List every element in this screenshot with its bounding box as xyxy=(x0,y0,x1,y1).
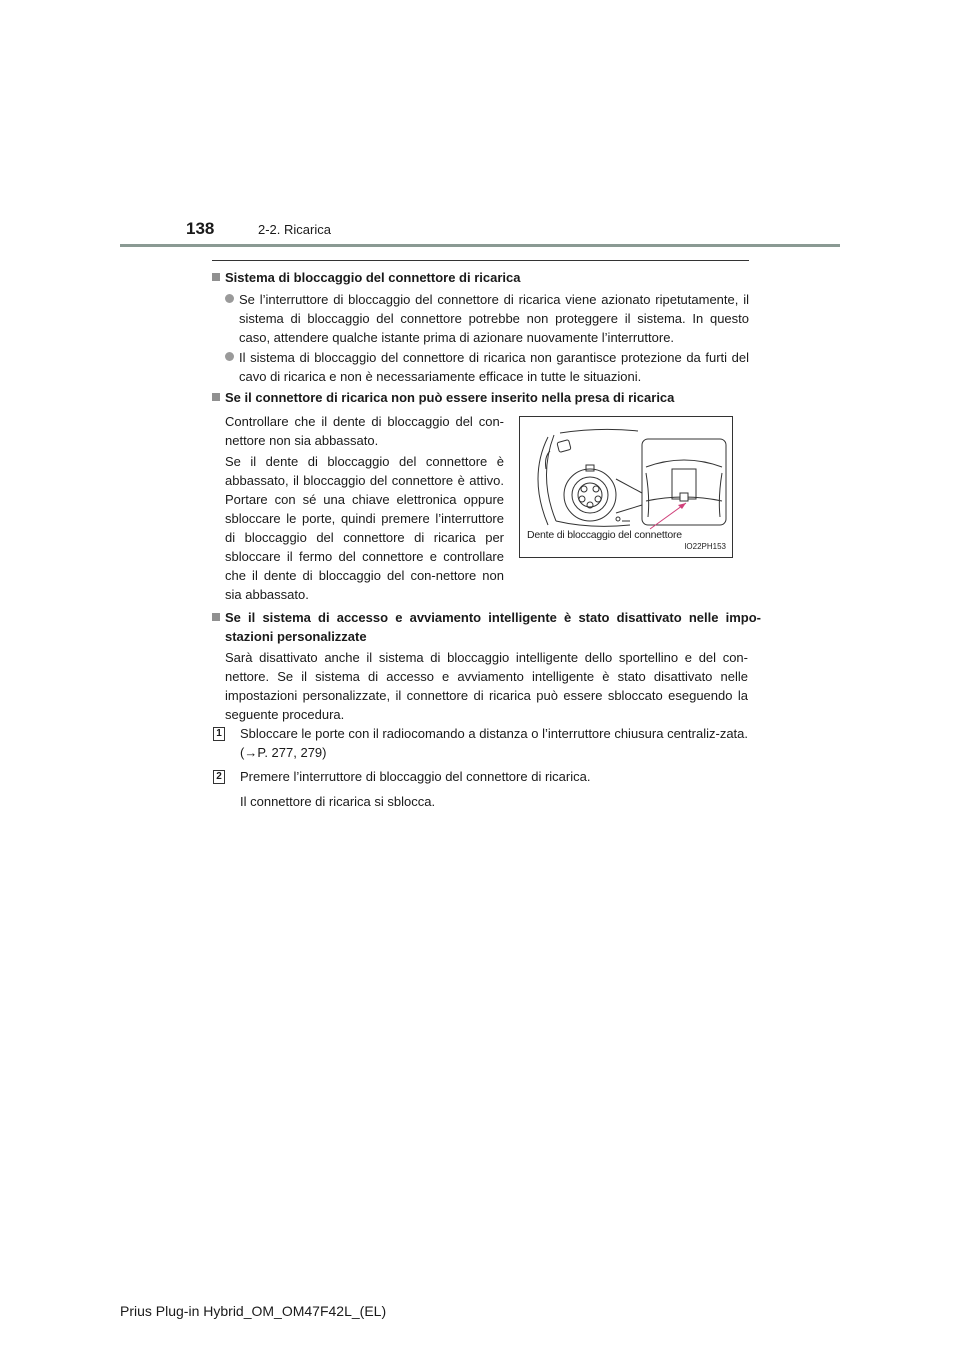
square-bullet-icon xyxy=(212,393,220,401)
paragraph: Controllare che il dente di bloccaggio del con-nettore non sia abbassato. xyxy=(225,414,504,448)
bullet-text: Il sistema di bloccaggio del connettore di ricarica non garantisce protezione da furti del cavo di ricarica e non è necessariamente efficace in tutte le situazioni. xyxy=(239,350,749,384)
section-heading xyxy=(212,388,674,407)
section-heading xyxy=(212,268,520,287)
square-bullet-icon xyxy=(212,273,220,281)
section-heading-text: Se il sistema di accesso e avviamento intelligente è stato disattivato nelle impo-stazioni personalizzate xyxy=(225,610,761,644)
section-heading-text: Se il connettore di ricarica non può essere inserito nella presa di ricarica xyxy=(225,390,675,405)
footer-document-id: Prius Plug-in Hybrid_OM_OM47F42L_(EL) xyxy=(120,1303,387,1319)
content-rule xyxy=(212,260,749,261)
bullet-text: Se l’interruttore di bloccaggio del connettore di ricarica viene azionato ripetutamente, il sistema di bloccaggio del connettore potrebbe non proteggere il sistema. In questo caso, attendere qualche istante prima di azionare nuovamente l’interruttore. xyxy=(239,292,749,345)
bullet-item xyxy=(225,348,749,386)
paragraph: Se il dente di bloccaggio del connettore è abbassato, il bloccaggio del connettore è attivo. Portare con sé una chiave elettronica oppure sbloccare le porte, quindi premere l’interruttore di bloccaggio del connettore di ricarica per sbloccare il fermo del connettore e controllare che il dente di bloccaggio del con-nettore non sia abbassato. xyxy=(225,454,504,602)
bullet-dot-icon xyxy=(225,294,234,303)
step-text: Premere l’interruttore di bloccaggio del connettore di ricarica. xyxy=(240,769,591,784)
step-result: Il connettore di ricarica si sblocca. xyxy=(240,794,436,809)
section-heading-text: Sistema di bloccaggio del connettore di ricarica xyxy=(225,270,521,285)
step-text: Sbloccare le porte con il radiocomando a distanza o l’interruttore chiusura centraliz-zata. (→P. 277, 279) xyxy=(240,726,748,760)
figure-code: IO22PH153 xyxy=(684,542,726,551)
header-rule xyxy=(120,244,840,247)
figure-caption: Dente di bloccaggio del connettore xyxy=(527,529,682,541)
connector-figure xyxy=(519,416,733,558)
section-header: 2-2. Ricarica xyxy=(258,222,331,237)
page-number: 138 xyxy=(186,219,215,238)
bullet-item xyxy=(225,290,749,347)
step-number: 1 xyxy=(213,727,225,741)
section-heading xyxy=(212,608,761,646)
step-number: 2 xyxy=(213,770,225,784)
bullet-dot-icon xyxy=(225,352,234,361)
paragraph: Sarà disattivato anche il sistema di bloccaggio intelligente dello sportellino e del con-nettore. Se il sistema di accesso e avviamento intelligente è stato disattivato nelle impostazioni personalizzate, il connettore di ricarica può essere sbloccato eseguendo la seguente procedura. xyxy=(225,650,748,722)
square-bullet-icon xyxy=(212,613,220,621)
